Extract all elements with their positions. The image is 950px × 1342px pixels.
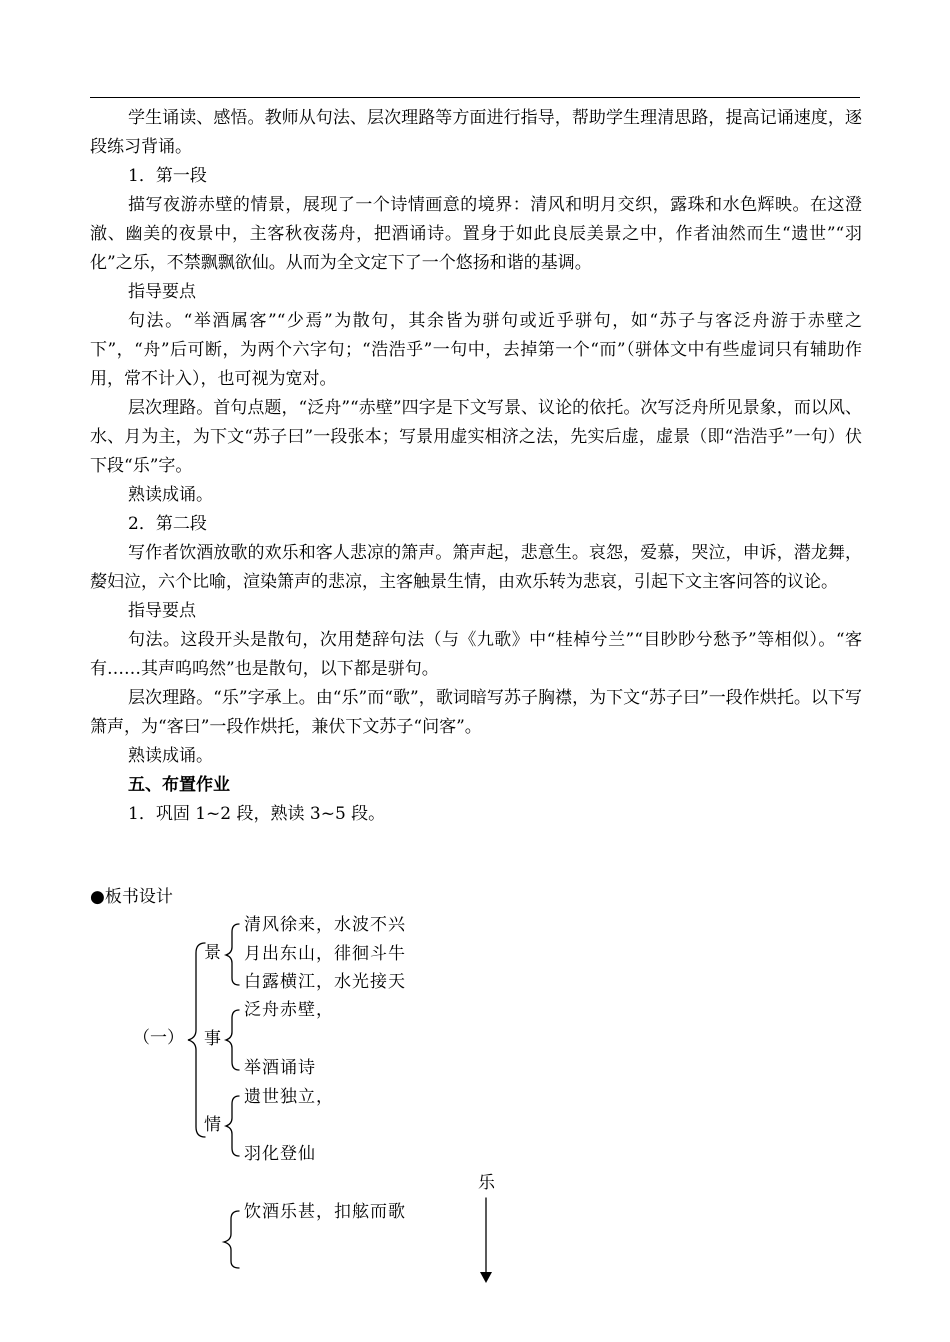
arrow-head [480,1272,492,1283]
board-line: 清风徐来，水波不兴 [244,915,406,935]
paragraph: 层次理路。首句点题，“泛舟”“赤壁”四字是下文写景、议论的依托。次写泛舟所见景象，而以风、水、月为主，为下文“苏子曰”一段张本；写景用虚实相济之法，先实后虚，虚景（即“浩浩乎”一句）伏下段“乐”字。 [90,398,862,476]
board-line: 羽化登仙 [244,1144,316,1164]
outer-brace [188,943,205,1137]
board-section-label: （一） [133,1028,184,1048]
paragraph: 层次理路。“乐”字承上。由“乐”而“歌”，歌词暗写苏子胸襟，为下文“苏子曰”一段作烘托。以下写箫声，为“客曰”一段作烘托，兼伏下文苏子“问客”。 [90,688,862,737]
arrow-label: 乐 [478,1173,495,1193]
board-label-event: 事 [204,1029,222,1049]
lower-brace [224,1211,239,1268]
board-line: 月出东山，徘徊斗牛 [244,944,406,964]
board-line: 泛舟赤壁， [244,1000,334,1020]
board-line: 白露横江，水光接天 [244,972,406,992]
board-line: 遗世独立， [244,1087,334,1107]
subheading: 指导要点 [128,601,196,621]
paragraph: 熟读成诵。 [128,746,213,766]
section-heading-1: 1．第一段 [128,166,207,186]
board-design-title: ●板书设计 [90,887,173,907]
homework-heading: 五、布置作业 [128,775,230,795]
board-label-scene: 景 [204,943,222,963]
paragraph: 熟读成诵。 [128,485,213,505]
subheading: 指导要点 [128,282,196,302]
emotion-brace [226,1096,239,1156]
paragraph: 写作者饮酒放歌的欢乐和客人悲凉的箫声。箫声起，悲意生。哀怨，爱慕，哭泣，申诉，潜龙舞，嫠妇泣，六个比喻，渲染箫声的悲凉，主客触景生情，由欢乐转为悲哀，引起下文主客问答的议论。 [90,543,862,592]
board-label-emotion: 情 [204,1115,222,1135]
paragraph: 学生诵读、感悟。教师从句法、层次理路等方面进行指导，帮助学生理清思路，提高记诵速度，逐段练习背诵。 [90,108,862,157]
board-line: 饮酒乐甚，扣舷而歌 [244,1202,406,1222]
scene-brace [226,924,239,985]
section-heading-2: 2．第二段 [128,514,207,534]
paragraph: 句法。“举酒属客”“少焉”为散句，其余皆为骈句或近乎骈句，如“苏子与客泛舟游于赤壁之下”，“舟”后可断，为两个六字句；“浩浩乎”一句中，去掉第一个“而”（骈体文中有些虚词只有辅助作用，常不计入），也可视为宽对。 [90,311,862,389]
paragraph: 句法。这段开头是散句，次用楚辞句法（与《九歌》中“桂棹兮兰”“目眇眇兮愁予”等相似）。“客有……其声呜呜然”也是散句，以下都是骈句。 [90,630,862,679]
board-line: 举酒诵诗 [244,1058,316,1078]
paragraph: 描写夜游赤壁的情景，展现了一个诗情画意的境界：清风和明月交织，露珠和水色辉映。在这澄澈、幽美的夜景中，主客秋夜荡舟，把酒诵诗。置身于如此良辰美景之中，作者油然而生“遗世”“羽化”之乐，不禁飘飘欲仙。从而为全文定下了一个悠扬和谐的基调。 [90,195,862,273]
homework-item: 1．巩固 1~2 段，熟读 3~5 段。 [128,804,386,824]
event-brace [226,1010,239,1070]
